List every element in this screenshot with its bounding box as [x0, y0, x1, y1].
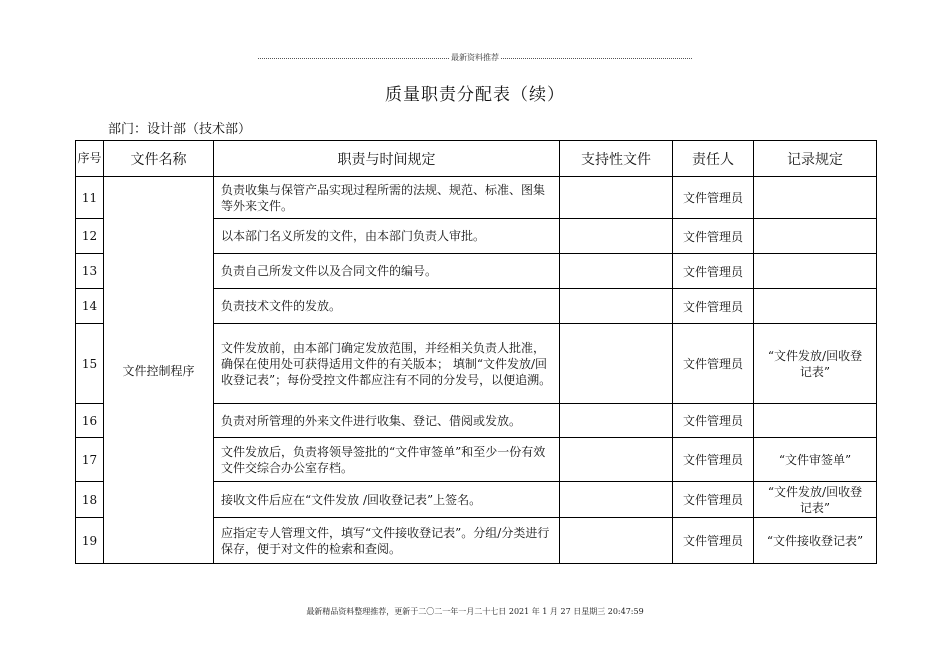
page-footer: 最新精品资料整理推荐，更新于二〇二一年一月二十七日 2021 年 1 月 27 日星期三 20:47:59: [306, 607, 644, 616]
support-cell: [560, 438, 673, 482]
document-title: 质量职责分配表（续）: [385, 85, 565, 105]
record-cell: “文件审签单”: [754, 438, 877, 482]
col-header-support: 支持性文件: [560, 141, 673, 177]
duty-cell: 负责技术文件的发放。: [214, 289, 560, 324]
owner-cell: 文件管理员: [673, 219, 754, 254]
col-header-duties: 职责与时间规定: [214, 141, 560, 177]
duty-cell: 应指定专人管理文件，填写“文件接收登记表”。分组/分类进行保存，便于对文件的检索和查阅。: [214, 518, 560, 564]
duty-cell: 接收文件后应在“文件发放 /回收登记表”上签名。: [214, 482, 560, 518]
row-number: 15: [76, 324, 104, 404]
row-number: 14: [76, 289, 104, 324]
col-header-owner: 责任人: [673, 141, 754, 177]
support-cell: [560, 177, 673, 219]
duty-cell: 负责收集与保管产品实现过程所需的法规、规范、标准、图集等外来文件。: [214, 177, 560, 219]
record-cell: [754, 254, 877, 289]
col-header-record: 记录规定: [754, 141, 877, 177]
table-header-row: [76, 141, 877, 177]
table-row: [76, 177, 877, 219]
record-cell: “文件发放/回收登记表”: [754, 482, 877, 518]
record-cell: [754, 219, 877, 254]
record-cell: “文件接收登记表”: [754, 518, 877, 564]
support-cell: [560, 289, 673, 324]
support-cell: [560, 482, 673, 518]
owner-cell: 文件管理员: [673, 177, 754, 219]
support-cell: [560, 404, 673, 438]
department-label: 部门：设计部（技术部）: [108, 122, 252, 137]
duty-cell: 文件发放后，负责将领导签批的“文件审签单”和至少一份有效文件交综合办公室存档。: [214, 438, 560, 482]
duty-table: [75, 140, 877, 564]
row-number: 16: [76, 404, 104, 438]
duty-cell: 文件发放前，由本部门确定发放范围，并经相关负责人批准，确保在使用处可获得适用文件的有关版本； 填制“文件发放/回收登记表”；每份受控文件都应注有不同的分发号，以便追溯。: [214, 324, 560, 404]
duty-cell: 负责自己所发文件以及合同文件的编号。: [214, 254, 560, 289]
owner-cell: 文件管理员: [673, 482, 754, 518]
owner-cell: 文件管理员: [673, 289, 754, 324]
row-number: 17: [76, 438, 104, 482]
owner-cell: 文件管理员: [673, 254, 754, 289]
col-header-file-name: 文件名称: [104, 141, 214, 177]
row-number: 12: [76, 219, 104, 254]
support-cell: [560, 518, 673, 564]
file-name-cell: 文件控制程序: [104, 177, 214, 564]
owner-cell: 文件管理员: [673, 518, 754, 564]
header-dots-left: [258, 58, 449, 59]
duty-cell: 负责对所管理的外来文件进行收集、登记、借阅或发放。: [214, 404, 560, 438]
record-cell: [754, 289, 877, 324]
header-dots-right: [501, 58, 692, 59]
page-header: [258, 50, 692, 64]
duty-cell: 以本部门名义所发的文件，由本部门负责人审批。: [214, 219, 560, 254]
row-number: 11: [76, 177, 104, 219]
row-number: 13: [76, 254, 104, 289]
col-header-seq: 序号: [76, 141, 104, 177]
header-text: 最新资料推荐: [451, 52, 499, 62]
owner-cell: 文件管理员: [673, 438, 754, 482]
row-number: 18: [76, 482, 104, 518]
record-cell: “文件发放/回收登记表”: [754, 324, 877, 404]
support-cell: [560, 324, 673, 404]
owner-cell: 文件管理员: [673, 404, 754, 438]
record-cell: [754, 177, 877, 219]
record-cell: [754, 404, 877, 438]
owner-cell: 文件管理员: [673, 324, 754, 404]
support-cell: [560, 219, 673, 254]
support-cell: [560, 254, 673, 289]
row-number: 19: [76, 518, 104, 564]
